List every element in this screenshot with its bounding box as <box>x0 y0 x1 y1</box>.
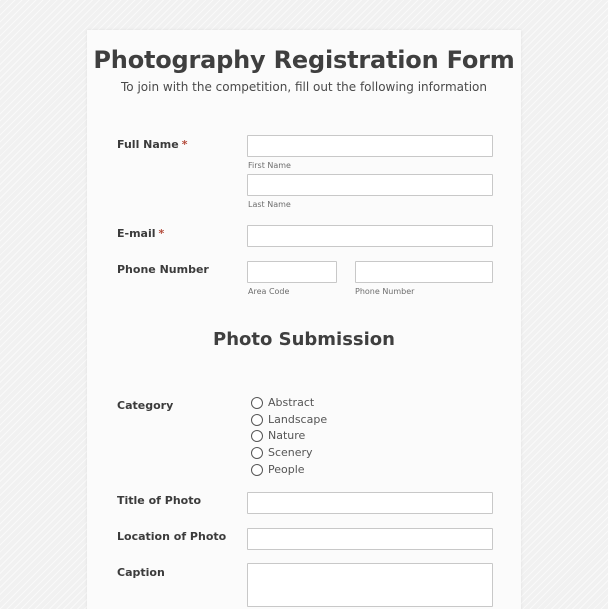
category-option-landscape[interactable] <box>251 412 327 427</box>
phone-number-sublabel: Phone Number <box>355 287 415 296</box>
email-label-text: E-mail <box>117 227 156 240</box>
full-name-label <box>117 138 188 152</box>
radio-label: Abstract <box>268 395 315 409</box>
caption-label: Caption <box>117 566 165 579</box>
form-title: Photography Registration Form <box>93 46 515 74</box>
category-option-people[interactable] <box>251 462 305 477</box>
radio-label: Landscape <box>268 412 328 426</box>
caption-textarea[interactable] <box>247 563 493 607</box>
category-option-scenery[interactable] <box>251 445 313 460</box>
form-card <box>87 30 521 609</box>
radio-label: People <box>268 462 305 476</box>
category-option-abstract[interactable] <box>251 395 314 410</box>
phone-label: Phone Number <box>117 263 209 276</box>
photo-title-input[interactable] <box>247 492 493 514</box>
radio-button[interactable] <box>251 430 263 442</box>
form-subtitle: To join with the competition, fill out the following information <box>121 80 487 94</box>
full-name-required-mark: * <box>181 138 188 151</box>
category-option-nature[interactable] <box>251 428 305 443</box>
radio-label: Nature <box>268 428 306 442</box>
email-input[interactable] <box>247 225 493 247</box>
phone-number-input[interactable] <box>355 261 493 283</box>
photo-location-label: Location of Photo <box>117 530 227 543</box>
photo-title-label: Title of Photo <box>117 494 202 507</box>
first-name-input[interactable] <box>247 135 493 157</box>
email-label <box>117 227 164 241</box>
radio-button[interactable] <box>251 464 263 476</box>
photo-submission-heading: Photo Submission <box>213 329 395 350</box>
last-name-input[interactable] <box>247 174 493 196</box>
area-code-input[interactable] <box>247 261 337 283</box>
radio-button[interactable] <box>251 397 263 409</box>
radio-label: Scenery <box>268 445 313 459</box>
first-name-sublabel: First Name <box>248 161 291 170</box>
radio-button[interactable] <box>251 447 263 459</box>
full-name-label-text: Full Name <box>117 138 179 151</box>
email-required-mark: * <box>158 227 165 240</box>
last-name-sublabel: Last Name <box>248 200 291 209</box>
area-code-sublabel: Area Code <box>248 287 290 296</box>
radio-button[interactable] <box>251 414 263 426</box>
category-label: Category <box>117 399 174 412</box>
photo-location-input[interactable] <box>247 528 493 550</box>
